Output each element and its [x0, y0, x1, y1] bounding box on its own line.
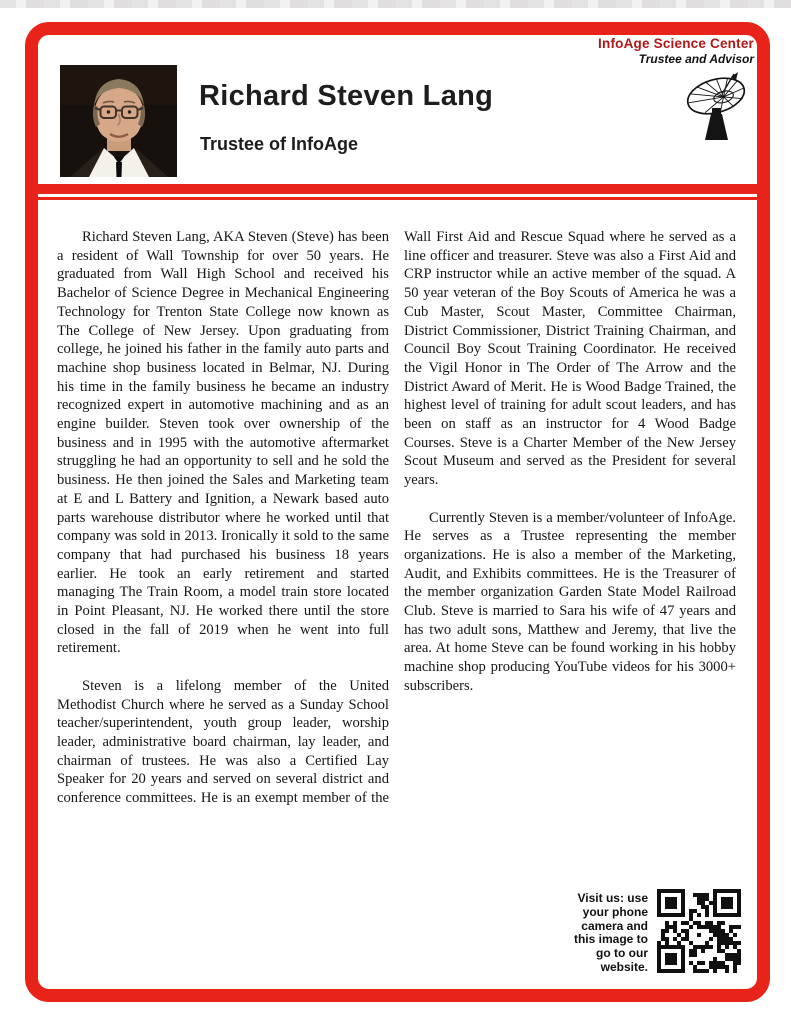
separator-line-thick	[30, 184, 761, 194]
satellite-dish-icon	[683, 70, 749, 142]
qr-code	[657, 889, 741, 973]
masthead-role: Trustee and Advisor	[638, 51, 754, 66]
bio-paragraph-2: Steven is a lifelong member of the United Methodist Church where he served as a Sunday School teacher/superintendent, youth group leader, worship leader, administrative board chairman, lay leader, and chairman of trustees. He was also a Certified Lay Speaker for 20 years and served on several district and conference committees. He is an exempt member of the Wall First Aid and Rescue Squad where he served as a line officer and treasurer. Steve was also a First Aid and CRP instructor while an active member of the squad. A 50 year veteran of the Boy Scouts of America he was a Cub Master, Scout Master, Committee Chairman, District Commissioner, District Training Chairman, and Council Boy Scout Training Coordinator. He received the Vigil Honor in The Order of The Arrow and the District Award of Merit. He is Wood Badge Trained, the highest level of training for adult scout leaders, and has been on staff as an instructor for 4 Wood Badge Courses. Steve is a Charter Member of the New Jersey Scout Museum and served as the President for several years.	[57, 229, 736, 807]
bio-paragraph-1: Richard Steven Lang, AKA Steven (Steve) has been a resident of Wall Township for over 50 years. He graduated from Wall High School and received his Bachelor of Science Degree in Mechanical Engineering Technology for Trenton State College now known as The College of New Jersey. Upon graduating from college, he joined his father in the family auto parts and machine shop business located in Belmar, NJ. During his time in the family business he became an industry recognized expert in automotive machining and as an engine builder. Steven took over ownership of the business and in 1995 with the automotive aftermarket struggling he had an opportunity to sell and he sold the business. He then joined the Sales and Marketing team at E and L Battery and Ignition, a Newark based auto parts warehouse distributor where he worked until that company was sold in 2013. Ironically it sold to the same company that had purchased his business 18 years earlier. He took an early retirement and started managing The Train Room, a model train store located in Point Pleasant, NJ. He worked there until the store closed in the fall of 2019 when he went into full retirement.	[57, 229, 389, 657]
masthead-org: InfoAge Science Center	[598, 36, 754, 51]
page-title: Richard Steven Lang	[199, 80, 494, 112]
page-subtitle: Trustee of InfoAge	[200, 134, 359, 154]
bio-text	[57, 228, 736, 826]
separator-line-thin	[30, 197, 761, 200]
scan-artifact-strip	[0, 0, 791, 8]
qr-caption: Visit us: use your phone camera and this image to go to our website.	[573, 891, 648, 974]
portrait-photo	[60, 65, 177, 177]
masthead	[598, 36, 754, 66]
bio-paragraph-3: Currently Steven is a member/volunteer of InfoAge. He serves as a Trustee representing the member organizations. He is also a member of the Marketing, Audit, and Exhibits committees. He is the Treasurer of the member organization Garden State Model Railroad Club. Steve is married to Sara his wife of 47 years and has two adult sons, Matthew and Jeremy, that live the area. At home Steve can be found working in his hobby machine shop producing YouTube videos for his 3000+ subscribers.	[404, 509, 736, 694]
